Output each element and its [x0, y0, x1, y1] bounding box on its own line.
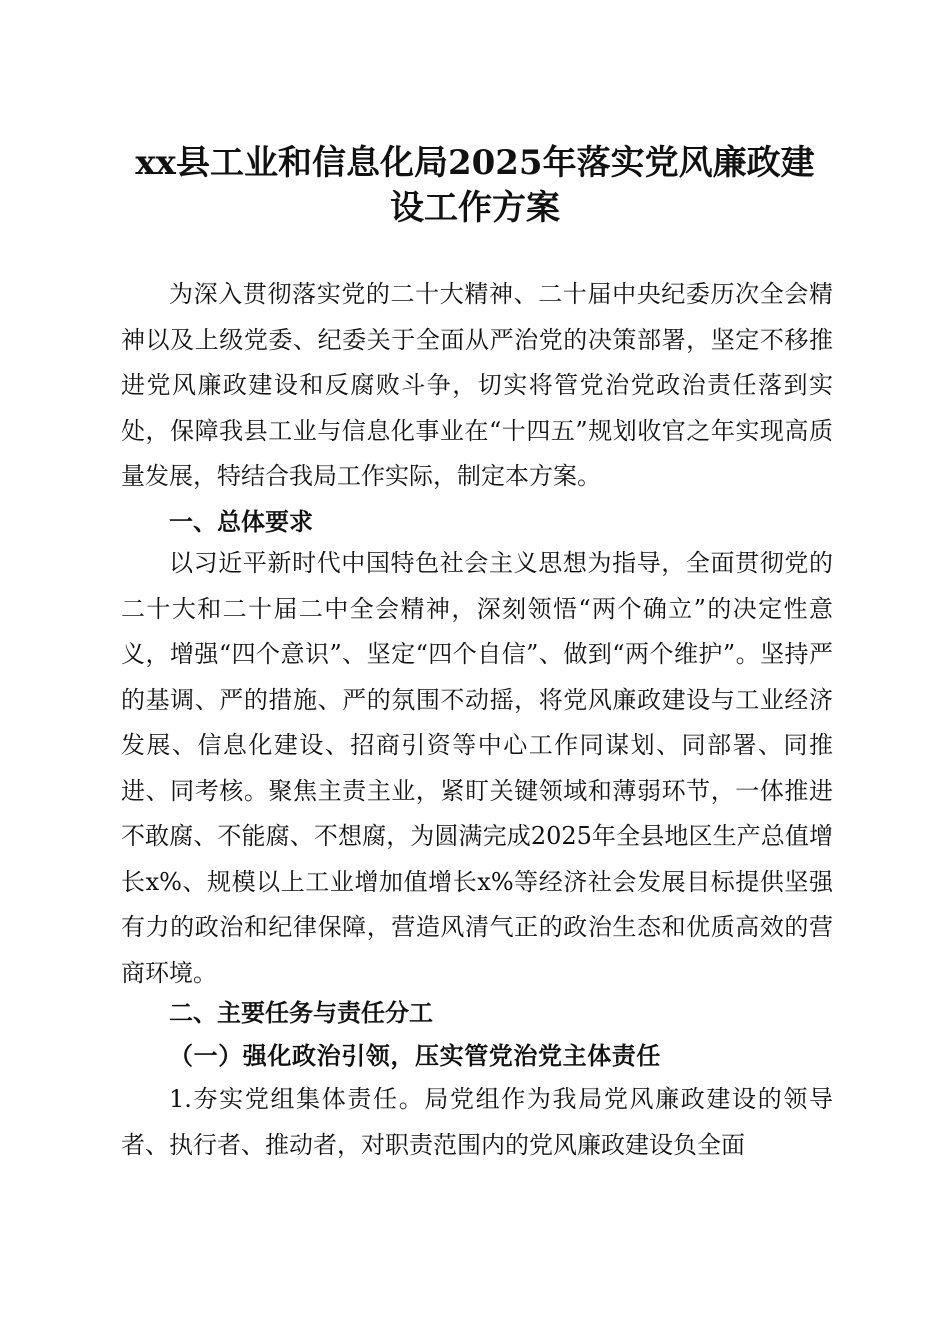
subsection-heading-political-leadership: （一）强化政治引领，压实管党治党主体责任 [169, 1041, 661, 1070]
task-item-1-paragraph: 1.夯实党组集体责任。局党组作为我局党风廉政建设的领导者、执行者、推动者，对职责范围内的党风廉政建设负全面 [121, 1085, 833, 1159]
document-title-line-1: xx县工业和信息化局2025年落实党风廉政建 [135, 143, 815, 183]
document-title-line-2: 设工作方案 [390, 188, 560, 228]
section-heading-main-tasks: 二、主要任务与责任分工 [169, 999, 433, 1027]
general-requirements-paragraph: 以习近平新时代中国特色社会主义思想为指导，全面贯彻党的二十大和二十届二中全会精神，深刻领悟“两个确立”的决定性意义，增强“四个意识”、坚定“四个自信”、做到“两个维护”。坚持严的基调、严的措施、严的氛围不动摇，将党风廉政建设与工业经济发展、信息化建设、招商引资等中心工作同谋划、同部署、同推进、同考核。聚焦主责主业，紧盯关键领域和薄弱环节，一体推进不敢腐、不能腐、不想腐，为圆满完成2025年全县地区生产总值增长x%、规模以上工业增加值增长x%等经济社会发展目标提供坚强有力的政治和纪律保障，营造风清气正的政治生态和优质高效的营商环境。 [121, 549, 833, 987]
section-heading-general-requirements: 一、总体要求 [169, 508, 313, 536]
intro-paragraph: 为深入贯彻落实党的二十大精神、二十届中央纪委历次全会精神以及上级党委、纪委关于全面从严治党的决策部署，坚定不移推进党风廉政建设和反腐败斗争，切实将管党治党政治责任落到实处，保障我县工业与信息化事业在“十四五”规划收官之年实现高质量发展，特结合我局工作实际，制定本方案。 [121, 280, 833, 490]
